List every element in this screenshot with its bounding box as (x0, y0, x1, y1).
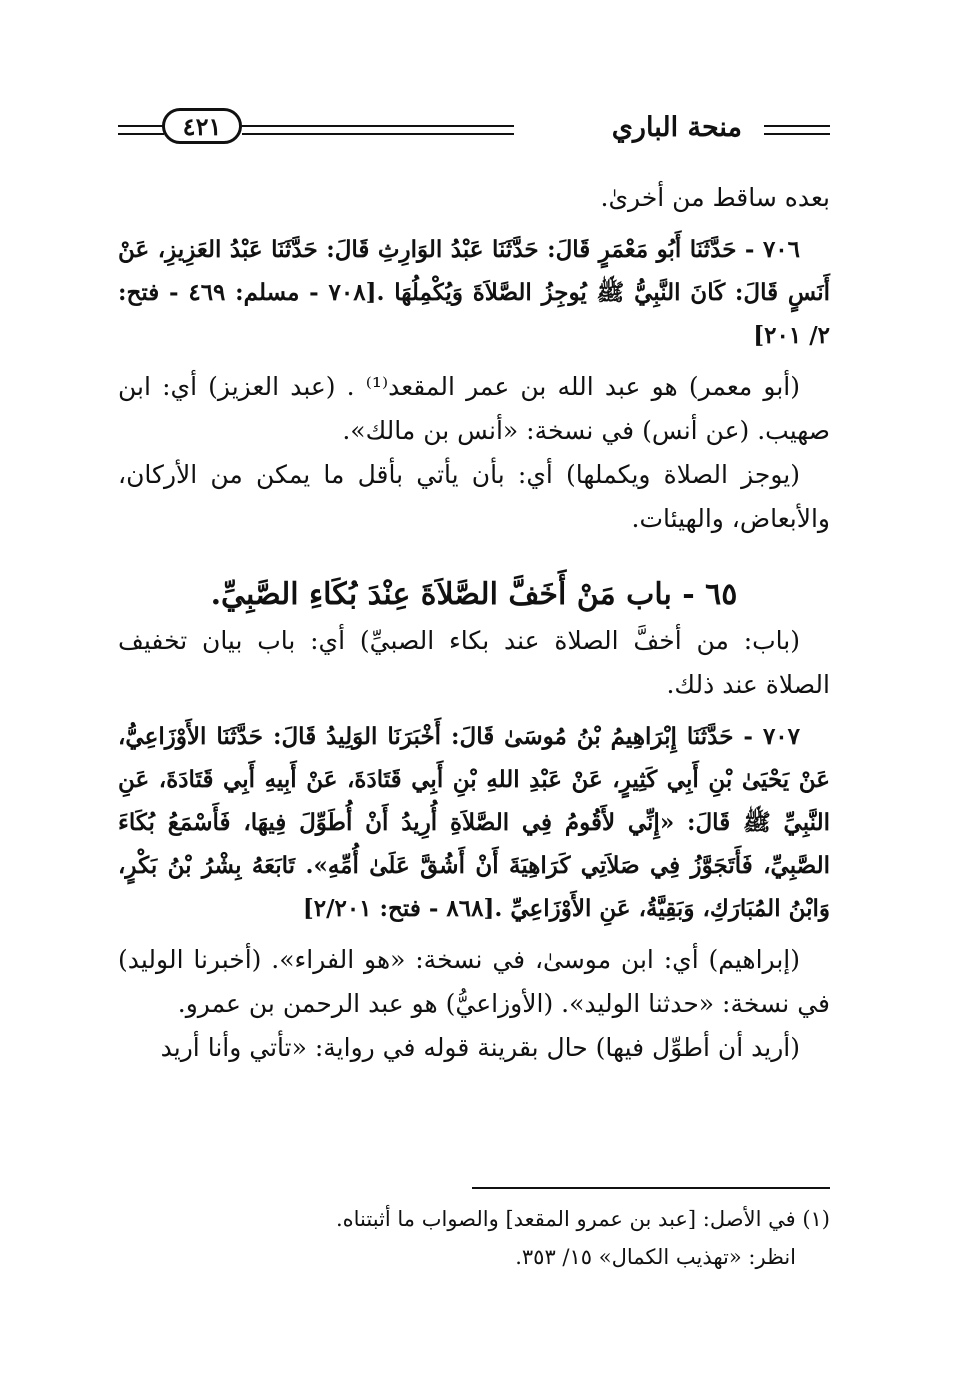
commentary-paragraph: (إبراهيم) أي: ابن موسىٰ، في نسخة: «هو الفراء». (أخبرنا الوليد) في نسخة: «حدثنا الوليد». (الأوزاعيُّ) هو عبد الرحمن بن عمرو. (118, 945, 830, 1018)
page-number-badge: ٤٢١ (162, 108, 242, 144)
book-title: منحة الباري (611, 112, 742, 143)
footnote-1-continuation: انظر: «تهذيب الكمال» ١٥/ ٣٥٣. (515, 1245, 796, 1269)
commentary-paragraph: (أريد أن أطوِّل فيها) حال بقرينة قوله في رواية: «تأتي وأنا أريد (160, 1033, 800, 1062)
commentary-paragraph: (يوجز الصلاة ويكملها) أي: بأن يأتي بأقل ما يمكن من الأركان، والأبعاض، والهيئات. (118, 460, 830, 533)
header-rule-right (764, 125, 830, 135)
commentary-paragraph: (أبو معمر) هو عبد الله بن عمر المقعد⁽¹⁾ . (عبد العزيز) أي: ابن صهيب. (عن أنس) في نسخة: «أنس بن مالك». (118, 372, 830, 445)
header-rule-middle (242, 125, 514, 135)
hadith-706: ٧٠٦ - حَدَّثَنَا أَبُو مَعْمَرٍ قَالَ: حَدَّثَنَا عَبْدُ الوَارِثِ قَالَ: حَدَّثَنَا عَبْدُ العَزِيزِ، عَنْ أَنَسٍ قَالَ: كَانَ النَّبِيُّ ﷺ يُوجِزُ الصَّلاَةَ وَيُكْمِلُهَا .[٧٠٨ - مسلم: ٤٦٩ - فتح: ٢/ ٢٠١] (118, 236, 830, 349)
page-body (118, 176, 830, 1070)
hadith-707: ٧٠٧ - حَدَّثَنَا إِبْرَاهِيمُ بْنُ مُوسَىٰ قَالَ: أَخْبَرَنَا الوَلِيدُ قَالَ: حَدَّثَنَا الأَوْزَاعِيُّ، عَنْ يَحْيَىٰ بْنِ أَبِي كَثِيرٍ، عَنْ عَبْدِ اللهِ بْنِ أَبِي قَتَادَةَ، عَنْ أَبِيهِ أَبِي قَتَادَةَ، عَنِ النَّبِيِّ ﷺ قَالَ: «إِنِّي لأَقُومُ فِي الصَّلاَةِ أُرِيدُ أَنْ أُطَوِّلَ فِيهَا، فَأَسْمَعُ بُكَاءَ الصَّبِيِّ، فَأَتَجَوَّزُ فِي صَلاَتِي كَرَاهِيَةَ أَنْ أَشُقَّ عَلَىٰ أُمِّهِ». تَابَعَهُ بِشْرُ بْنُ بَكْرٍ، وَابْنُ المُبَارَكِ، وَبَقِيَّةُ، عَنِ الأَوْزَاعِيِّ .[٨٦٨ - فتح: ٢/٢٠١] (118, 723, 830, 922)
header-rule-left (118, 125, 164, 135)
commentary-paragraph: (باب: من أخفَّ الصلاة عند بكاء الصبيِّ) أي: باب بيان تخفيف الصلاة عند ذلك. (118, 626, 830, 699)
continued-line: بعده ساقط من أخرىٰ. (600, 183, 830, 212)
footnote-separator (472, 1187, 830, 1189)
page-header (118, 108, 830, 152)
footnote-1: (١) في الأصل: [عبد بن عمرو المقعد] والصواب ما أثبتناه. (335, 1207, 830, 1231)
chapter-heading: ٦٥ - باب مَنْ أَخَفَّ الصَّلاَةَ عِنْدَ بُكَاءِ الصَّبِيِّ. (210, 577, 738, 612)
footnotes (118, 1200, 830, 1276)
